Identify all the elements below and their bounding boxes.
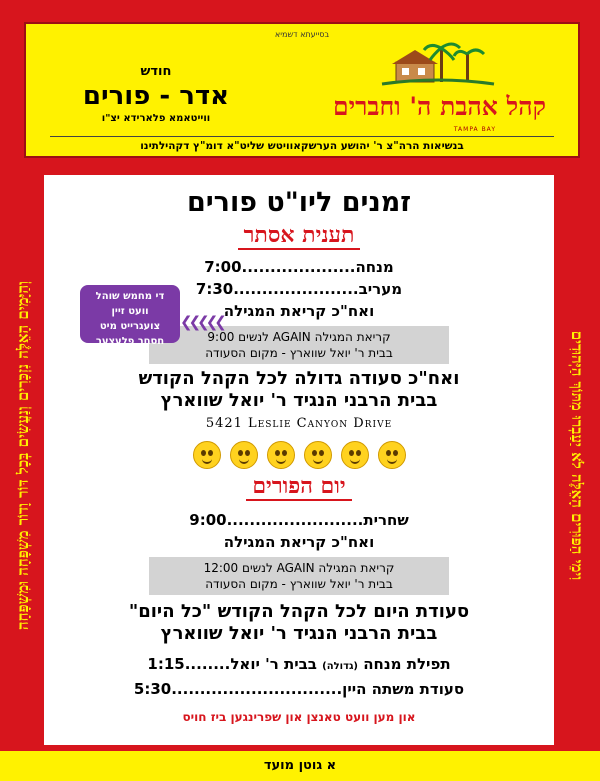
month-location: ווייטאמא פלארידא יצ"ו — [101, 113, 211, 124]
women-reading-location: בבית ר' יואל שווארץ - מקום הסעודה — [205, 346, 393, 360]
side-text-right — [564, 175, 590, 735]
arrows-icon: ❮❮❮❮❮ — [180, 313, 223, 331]
logo-tagline: TAMPA BAY — [453, 126, 496, 133]
section-heading-purim: יום הפורים — [246, 473, 351, 501]
women-reading-box — [149, 557, 449, 595]
section-heading-taanis: תענית אסתר — [238, 222, 361, 250]
header-banner — [24, 22, 580, 158]
org-name: קהל אהבת ה' וחברים — [332, 92, 546, 121]
schedule-row: ואח"כ קריאת המגילה — [223, 533, 375, 551]
side-verse-left: וְהַיָּמִים הָאֵלֶּה נִזְכָּרִים וְנַעֲשִׂים בְּכָל דּוֹר וָדוֹר מִשְׁפָּחָה וּמִשְׁפָּחָה — [13, 280, 32, 630]
women-reading-location: בבית ר' יואל שווארץ - מקום הסעודה — [205, 577, 393, 591]
top-small-text: בסייעתא דשמיא — [274, 30, 330, 39]
side-text-left — [10, 175, 36, 735]
seuda-line-2: בבית הרבני הנגיד ר' יואל שווארץ — [160, 623, 438, 644]
women-reading-time: קריאת המגילה AGAIN לנשים 12:00 — [203, 561, 395, 575]
month-block — [56, 64, 256, 124]
schedule-row: ואח"כ קריאת המגילה — [223, 302, 375, 320]
women-reading-time: קריאת המגילה AGAIN לנשים 9:00 — [207, 330, 391, 344]
mincha-row: תפילת מנחה (גדולה) בבית ר' יואל........1:15 — [147, 655, 451, 673]
header-divider — [50, 136, 554, 137]
smiley-icon — [378, 441, 406, 469]
smiley-icon — [193, 441, 221, 469]
month-name: אדר - פורים — [82, 81, 230, 111]
bottom-greeting: א גוטן מועד — [263, 758, 337, 773]
smiley-icon — [304, 441, 332, 469]
smiley-icon — [341, 441, 369, 469]
emoji-row — [44, 441, 554, 469]
seuda-line-2: בבית הרבני הנגיד ר' יואל שווארץ — [160, 390, 438, 411]
smiley-icon — [230, 441, 258, 469]
address: 5421 Leslie Canyon Drive — [205, 416, 393, 431]
seuda-line-1: ואח"כ סעודה גדולה לכל הקהל הקודש — [138, 368, 460, 389]
org-logo — [316, 40, 546, 132]
house-palm-icon — [378, 40, 498, 88]
women-reading-box — [149, 326, 449, 364]
side-verse-right: וִימֵי הַפּוּרִים הָאֵלֶּה לֹא יַעַבְרוּ מִתּוֹךְ הַיְּהוּדִים — [568, 330, 587, 580]
seuda-line-1: סעודת היום לכל הקהל הקודש "כל היום" — [128, 601, 470, 622]
dance-note: און מען וועט טאנצן און שפרינגען ביז חויס — [182, 710, 416, 724]
bottom-banner — [0, 751, 600, 781]
page-title: זמנים ליו"ט פורים — [186, 187, 412, 218]
patron-line: בנשיאות הרה"צ ר' יהושע הערשקאוויטש שליט"א דומ"ץ דקהילתינו — [140, 140, 464, 152]
smiley-icon — [267, 441, 295, 469]
schedule-row: מנחה....................7:00 — [204, 258, 394, 276]
mishteh-row: סעודת משתה היין..............................5:30 — [133, 680, 465, 698]
schedule-row: שחרית........................9:00 — [189, 511, 409, 529]
seating-note-badge: די מחמש שוהל וועט זיין צועגרייט מיט חסחך פלעצער — [80, 285, 180, 343]
schedule-panel — [44, 175, 554, 745]
month-label: חודש — [140, 64, 172, 79]
schedule-row: מעריב......................7:30 — [195, 280, 403, 298]
